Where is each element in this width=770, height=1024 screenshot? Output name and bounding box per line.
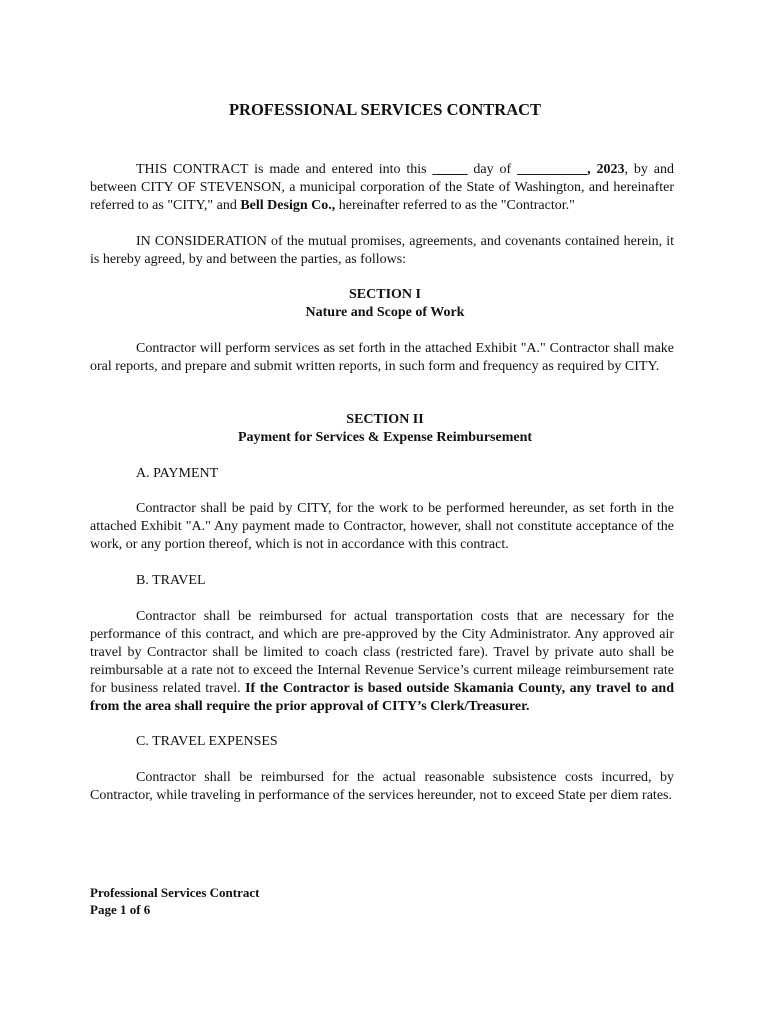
section-1-number: SECTION I xyxy=(349,287,421,302)
document-title: PROFESSIONAL SERVICES CONTRACT xyxy=(228,100,542,119)
intro-text-4: hereinafter referred to as the "Contractor." xyxy=(335,198,575,213)
payment-paragraph xyxy=(90,500,674,554)
intro-text-3: , by and between CITY OF STEVENSON, a municipal corporation of the State of Washington, and hereinafter referred to as "CITY," and xyxy=(90,162,675,213)
intro-text-1: THIS CONTRACT is made and entered into this xyxy=(136,162,433,177)
blank-day: _____ xyxy=(432,162,468,177)
payment-text: Contractor shall be paid by CITY, for the work to be performed hereunder, as set forth in the attached Exhibit "A." Any payment made to Contractor, however, shall not constitute acceptance of the work, or any portion thereof, which is not in accordance with this contract. xyxy=(90,501,674,552)
travel-text: Contractor shall be reimbursed for actual transportation costs that are necessary for the performance of this contract, and which are pre-approved by the City Administrator. Any approved air travel by Contractor shall be limited to coach class (restricted fare). Travel by private auto shall be reimbursable at a rate not to exceed the Internal Revenue Service’s current mileage reimbursement rate for business related travel. xyxy=(90,609,674,696)
travel-heading: B. TRAVEL xyxy=(136,573,206,588)
travel-bold-text: If the Contractor is based outside Skamania County, any travel to and from the area shall require the prior approval of CITY’s Clerk/Treasurer. xyxy=(90,681,674,714)
travel-expenses-heading: C. TRAVEL EXPENSES xyxy=(136,734,278,749)
intro-text-2: day of xyxy=(467,162,518,177)
travel-expenses-paragraph xyxy=(90,769,674,805)
footer-document-name: Professional Services Contract xyxy=(90,885,260,900)
travel-expenses-text: Contractor shall be reimbursed for the actual reasonable subsistence costs incurred, by Contractor, while traveling in performance of the services hereunder, not to exceed State per diem rates. xyxy=(90,770,674,803)
travel-paragraph xyxy=(90,608,674,716)
section-1-body xyxy=(90,340,674,376)
section-2-title: Payment for Services & Expense Reimbursement xyxy=(237,430,533,445)
payment-heading: A. PAYMENT xyxy=(136,466,219,481)
consideration-text: IN CONSIDERATION of the mutual promises, agreements, and covenants contained herein, it is hereby agreed, by and between the parties, as follows: xyxy=(90,234,674,267)
consideration-paragraph xyxy=(90,233,674,269)
section-2-number: SECTION II xyxy=(346,412,424,427)
section-1-text: Contractor will perform services as set forth in the attached Exhibit "A." Contractor shall make oral reports, and prepare and submit written reports, in such form and frequency as required by CITY. xyxy=(90,341,674,374)
intro-paragraph xyxy=(90,161,674,215)
contractor-name: Bell Design Co., xyxy=(240,198,336,213)
page-footer xyxy=(90,884,259,918)
footer-page-number: Page 1 of 6 xyxy=(90,902,151,917)
section-1-title: Nature and Scope of Work xyxy=(305,305,465,320)
blank-month-year: __________, 2023 xyxy=(517,162,625,177)
